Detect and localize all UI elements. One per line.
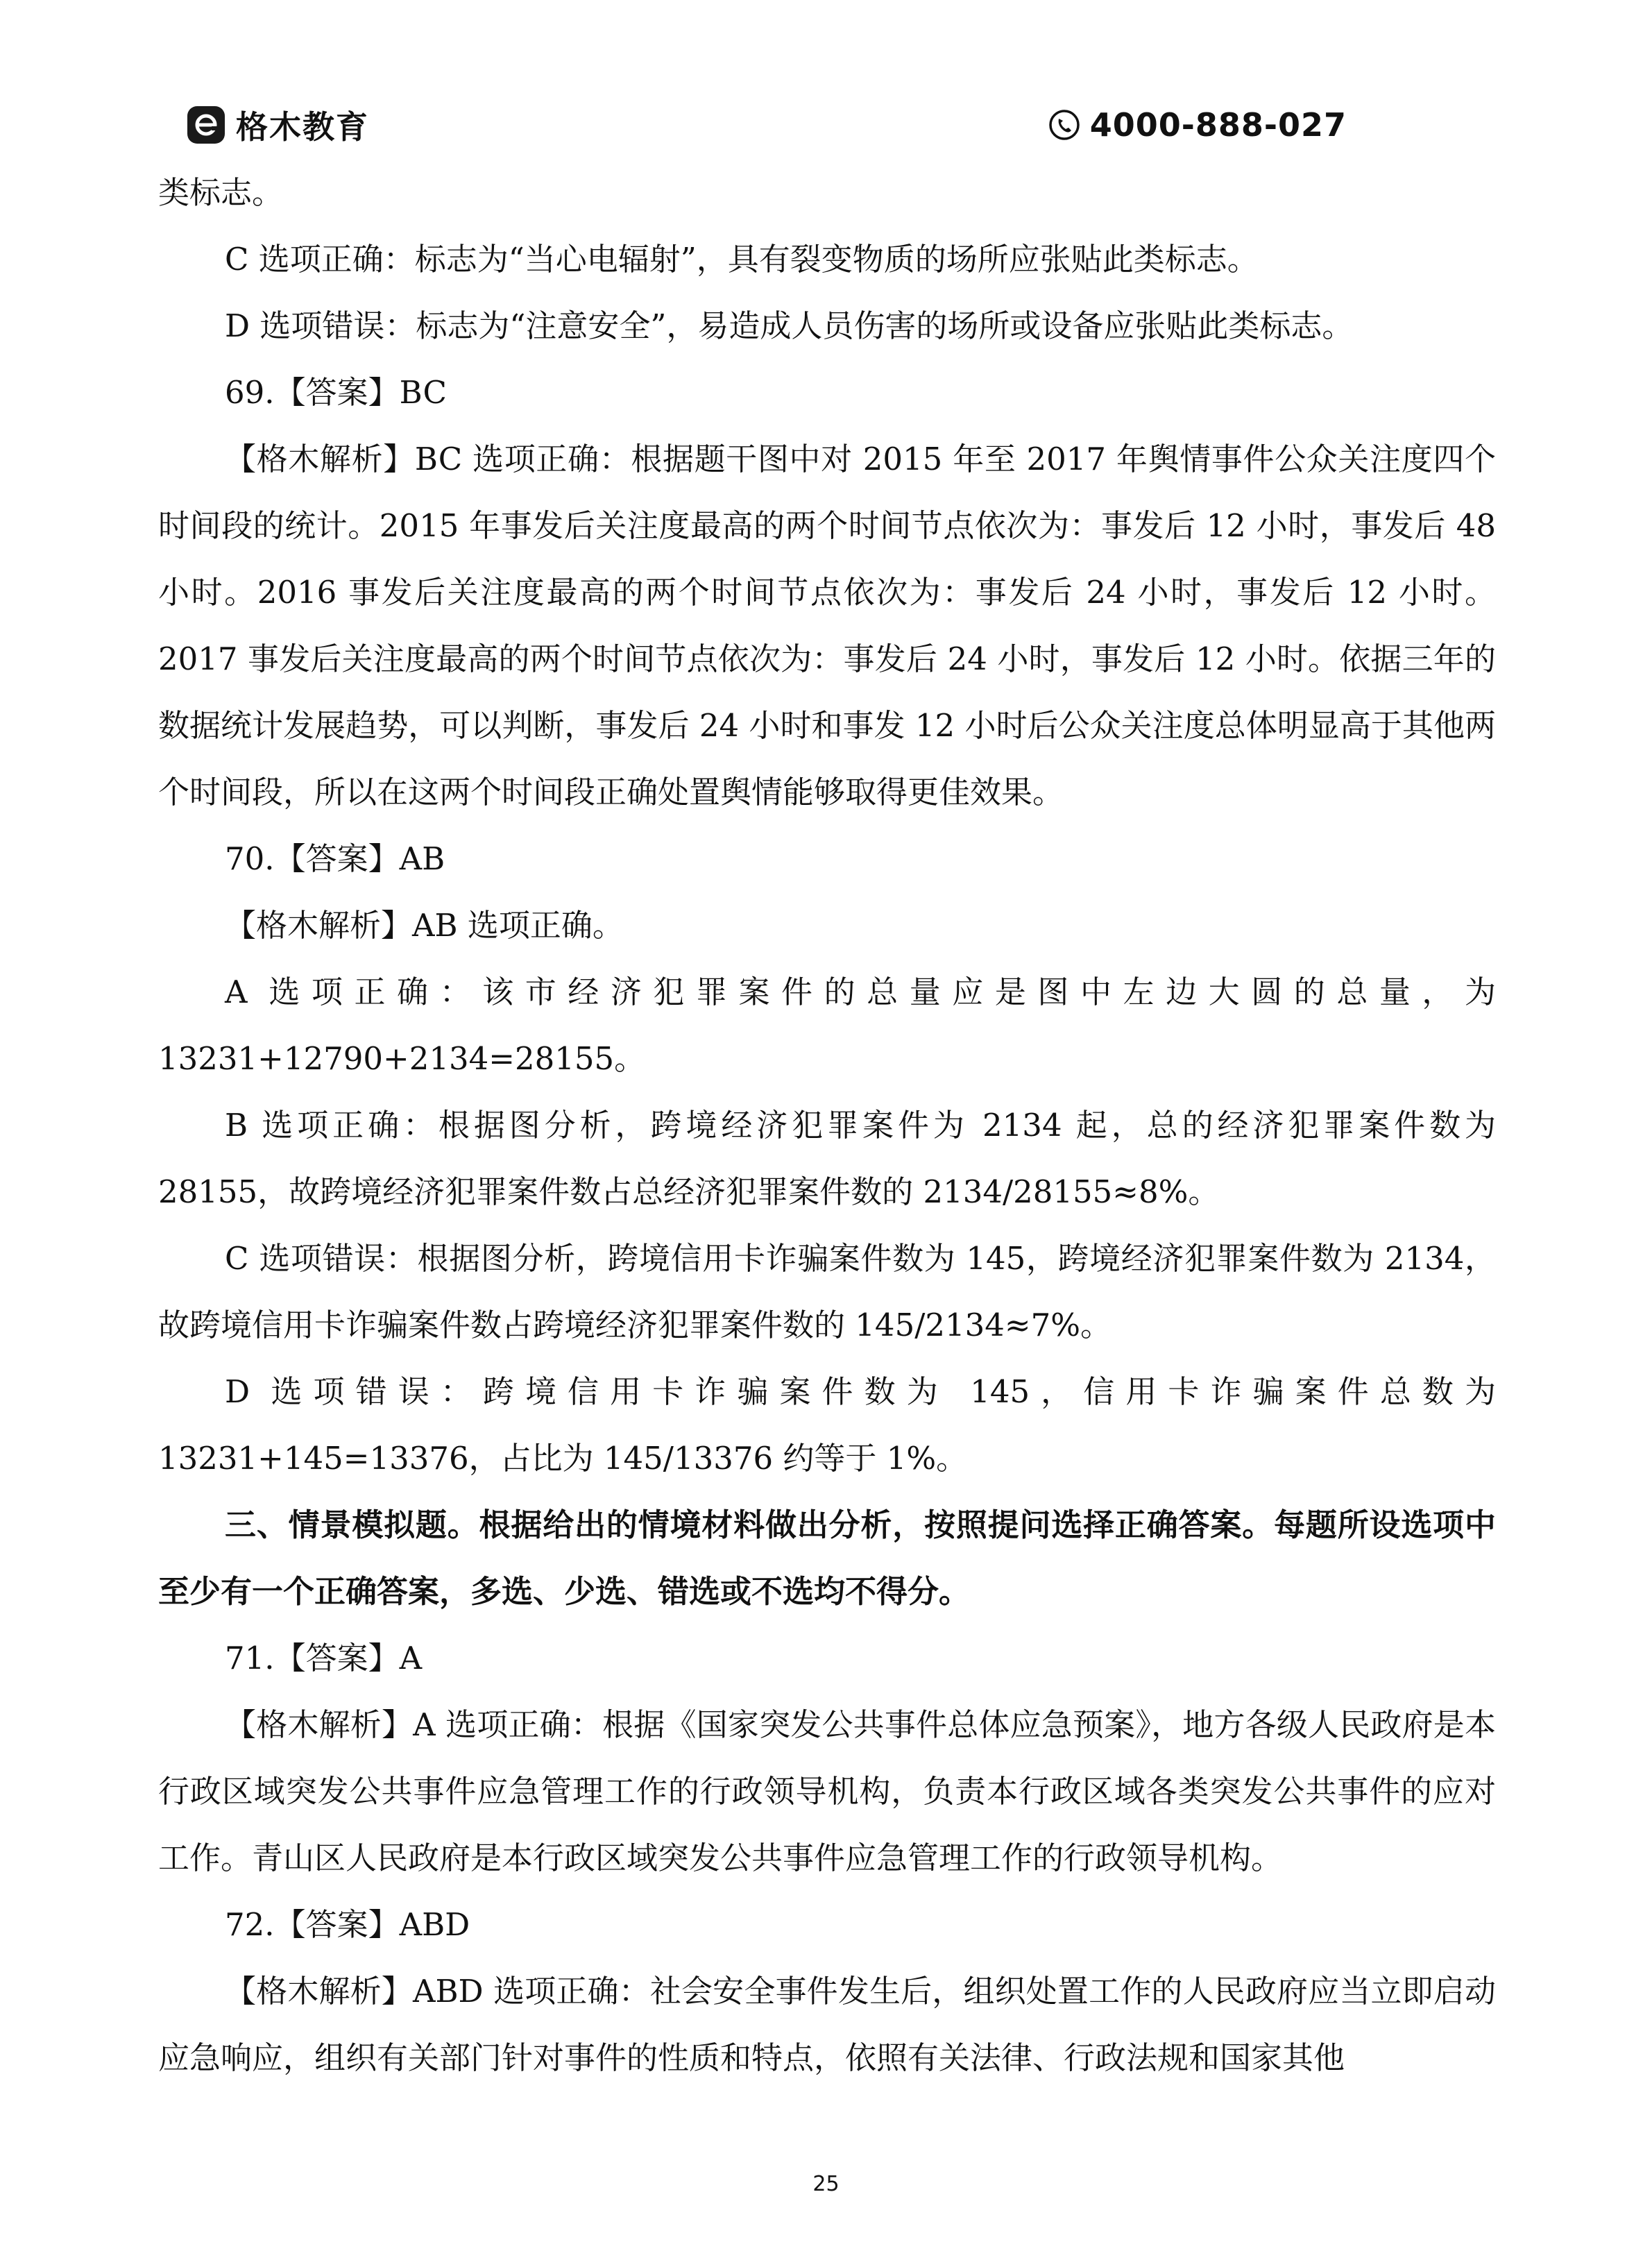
- analysis-72: 【格木解析】ABD 选项正确：社会安全事件发生后，组织处置工作的人民政府应当立即启动应急响应，组织有关部门针对事件的性质和特点，依照有关法律、行政法规和国家其他: [158, 1973, 1496, 2076]
- brand-e-icon: [187, 106, 225, 144]
- document-body: [158, 160, 1496, 2091]
- analysis-70-option-d: D 选项错误：跨境信用卡诈骗案件数为 145，信用卡诈骗案件总数为 13231+145=13376，占比为 145/13376 约等于 1%。: [158, 1373, 1496, 1477]
- paragraph-continuation: 类标志。: [158, 174, 284, 211]
- analysis-70-option-c: C 选项错误：根据图分析，跨境信用卡诈骗案件数为 145，跨境经济犯罪案件数为 2134，故跨境信用卡诈骗案件数占跨境经济犯罪案件数的 145/2134≈7%。: [158, 1240, 1496, 1343]
- analysis-70-option-a-formula: 13231+12790+2134=28155。: [158, 1040, 646, 1077]
- analysis-71: 【格木解析】A 选项正确：根据《国家突发公共事件总体应急预案》，地方各级人民政府是本行政区域突发公共事件应急管理工作的行政领导机构，负责本行政区域各类突发公共事件的应对工作。青山区人民政府是本行政区域突发公共事件应急管理工作的行政领导机构。: [158, 1706, 1496, 1876]
- page-number: 25: [812, 2172, 840, 2196]
- brand-logo: [187, 97, 369, 153]
- analysis-70-option-a: A 选项正确：该市经济犯罪案件的总量应是图中左边大圆的总量，为: [225, 974, 1496, 1010]
- analysis-70: 【格木解析】AB 选项正确。: [225, 907, 624, 944]
- brand-name: 格木教育: [236, 108, 369, 146]
- analysis-69: 【格木解析】BC 选项正确：根据题干图中对 2015 年至 2017 年舆情事件公众关注度四个时间段的统计。2015 年事发后关注度最高的两个时间节点依次为：事发后 12 小时，事发后 48 小时。2016 事发后关注度最高的两个时间节点依次为：事发后 24 小时，事发后 12 小时。2017 事发后关注度最高的两个时间节点依次为：事发后 24 小时，事发后 12 小时。依据三年的数据统计发展趋势，可以判断，事发后 24 小时和事发 12 小时后公众关注度总体明显高于其他两个时间段，所以在这两个时间段正确处置舆情能够取得更佳效果。: [158, 441, 1496, 810]
- answer-70: 70.【答案】AB: [225, 840, 445, 877]
- option-d-explanation: D 选项错误：标志为“注意安全”，易造成人员伤害的场所或设备应张贴此类标志。: [225, 307, 1354, 344]
- phone-contact: [1048, 97, 1347, 153]
- phone-number: 4000-888-027: [1089, 106, 1347, 144]
- answer-69: 69.【答案】BC: [225, 374, 447, 411]
- analysis-70-option-b: B 选项正确：根据图分析，跨境经济犯罪案件为 2134 起，总的经济犯罪案件数为 28155，故跨境经济犯罪案件数占总经济犯罪案件数的 2134/28155≈8%。: [158, 1107, 1496, 1210]
- answer-71: 71.【答案】A: [225, 1640, 423, 1676]
- section-heading-scenario: 三、情景模拟题。根据给出的情境材料做出分析，按照提问选择正确答案。每题所设选项中至少有一个正确答案，多选、少选、错选或不选均不得分。: [158, 1506, 1496, 1610]
- phone-icon: [1048, 109, 1080, 141]
- answer-72: 72.【答案】ABD: [225, 1906, 470, 1943]
- option-c-explanation: C 选项正确：标志为“当心电辐射”，具有裂变物质的场所应张贴此类标志。: [225, 241, 1259, 278]
- page-header: [187, 97, 1465, 153]
